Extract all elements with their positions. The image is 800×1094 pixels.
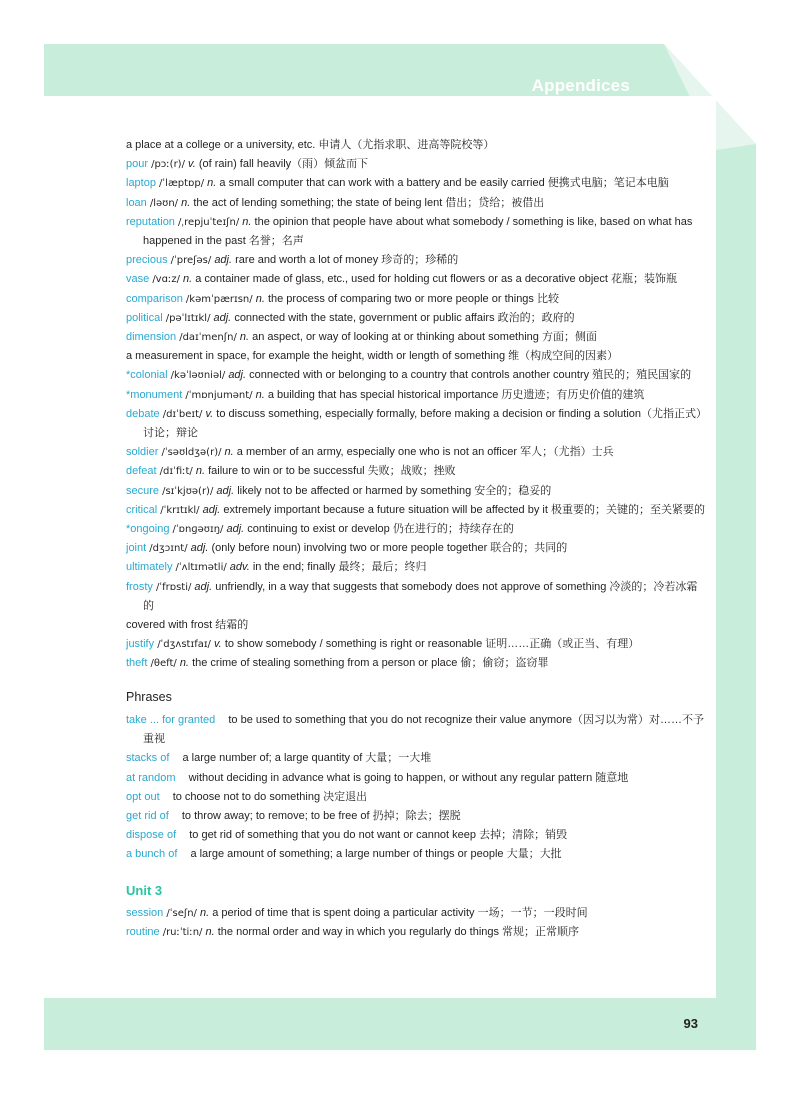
part-of-speech: v. [205, 407, 214, 420]
glossary-entry [126, 290, 706, 309]
glossary-entry [126, 635, 706, 654]
headword: frosty [126, 580, 153, 593]
headword: comparison [126, 292, 183, 305]
definition: (only before noun) involving two or more people together 联合的；共同的 [211, 542, 568, 555]
phrase-definition: to throw away; to remove; to be free of 扔掉；除去；摆脱 [181, 809, 461, 822]
part-of-speech: n. [179, 657, 189, 670]
unit-word-list [126, 904, 706, 942]
glossary-entry [126, 309, 706, 328]
part-of-speech: v. [214, 638, 222, 651]
glossary-entry [126, 654, 706, 673]
side-band [716, 150, 756, 1050]
definition: the process of comparing two or more people or things 比较 [267, 292, 559, 305]
pronunciation: /ˈdʒʌstɪfaɪ/ [157, 639, 211, 651]
part-of-speech: adj. [202, 503, 221, 516]
glossary-entry [126, 136, 706, 155]
headword: session [126, 906, 164, 919]
phrase: at random [126, 771, 176, 784]
glossary-entry [126, 155, 706, 174]
glossary-entry [126, 405, 706, 443]
glossary-content [126, 136, 706, 942]
definition: extremely important because a future situation will be affected by it 极重要的；关键的；至关紧要的 [223, 503, 705, 516]
definition: in the end; finally 最终；最后；终归 [252, 561, 427, 574]
phrase-entry [126, 845, 706, 864]
phrase-entry [126, 711, 706, 749]
headword: *ongoing [126, 523, 170, 536]
pronunciation: /daɪˈmenʃn/ [179, 332, 237, 344]
glossary-entry [126, 904, 706, 923]
pronunciation: /pɔː(r)/ [151, 159, 185, 171]
part-of-speech: adj. [194, 580, 213, 593]
part-of-speech: v. [188, 158, 196, 171]
pronunciation: /ˈkrɪtɪkl/ [160, 504, 200, 516]
definition: continuing to exist or develop 仍在进行的；持续存在的 [247, 523, 514, 536]
glossary-entry [126, 366, 706, 385]
glossary-entry [126, 443, 706, 462]
headword: pour [126, 158, 149, 171]
headword: ultimately [126, 561, 173, 574]
glossary-entry [126, 194, 706, 213]
phrase: take ... for granted [126, 713, 216, 726]
definition: rare and worth a lot of money 珍奇的；珍稀的 [235, 254, 459, 267]
phrase-entry [126, 826, 706, 845]
glossary-entry [126, 578, 706, 636]
pronunciation: /kəˈləʊniəl/ [170, 370, 226, 382]
definition: failure to win or to be successful 失败；战败；挫败 [208, 465, 456, 478]
pronunciation: /dɪˈfiːt/ [159, 466, 193, 478]
definition: a small computer that can work with a battery and be easily carried 便携式电脑；笔记本电脑 [219, 177, 669, 190]
part-of-speech: adj. [213, 311, 232, 324]
phrase-entry [126, 749, 706, 768]
phrases-heading: Phrases [126, 689, 172, 704]
headword: dimension [126, 331, 177, 344]
word-list [126, 136, 706, 674]
glossary-entry [126, 270, 706, 289]
definition: a building that has special historical importance 历史遗迹；有历史价值的建筑 [267, 388, 645, 401]
pronunciation: /ˈʌltɪmətli/ [175, 562, 227, 574]
phrase-entry [126, 807, 706, 826]
part-of-speech: n. [205, 925, 215, 938]
definition: (of rain) fall heavily（雨）倾盆而下 [198, 158, 369, 171]
page-number: 93 [683, 1016, 698, 1031]
glossary-entry [126, 501, 706, 520]
headword: routine [126, 925, 160, 938]
pronunciation: /ˈmɒnjumənt/ [185, 389, 253, 401]
part-of-speech: adj. [216, 484, 235, 497]
pronunciation: /ˈpreʃəs/ [170, 255, 212, 267]
part-of-speech: adv. [229, 561, 250, 574]
glossary-entry [126, 386, 706, 405]
definition: an aspect, or way of looking at or thinking about something 方面；侧面 [252, 331, 597, 344]
pronunciation: /ˈseʃn/ [166, 907, 197, 919]
pronunciation: /ˌrepjuˈteɪʃn/ [178, 216, 240, 228]
glossary-entry [126, 482, 706, 501]
part-of-speech: n. [183, 273, 193, 286]
definition: a place at a college or a university, etc. 申请人（尤指求职、进高等院校等） [126, 139, 495, 151]
pronunciation: /dɪˈbeɪt/ [162, 408, 203, 420]
definition: a container made of glass, etc., used for holding cut flowers or as a decorative object 花瓶；装饰瓶 [195, 273, 678, 286]
glossary-entry [126, 328, 706, 366]
definition: to discuss something, especially formally, before making a decision or finding a solution（尤指正式）讨论；辩论 [143, 407, 702, 440]
glossary-entry [126, 462, 706, 481]
pronunciation: /sɪˈkjʊə(r)/ [162, 485, 214, 497]
phrase: opt out [126, 790, 160, 803]
phrase-list [126, 711, 706, 865]
definition: unfriendly, in a way that suggests that somebody does not approve of something 冷淡的；冷若冰霜的 [143, 580, 698, 612]
phrase-definition: to be used to something that you do not recognize their value anymore（因习以为常）对……不予重视 [143, 713, 705, 746]
part-of-speech: n. [207, 177, 217, 190]
part-of-speech: n. [255, 292, 265, 305]
glossary-entry [126, 213, 706, 251]
pronunciation: /ruːˈtiːn/ [162, 926, 203, 938]
headword: soldier [126, 446, 159, 459]
definition: connected with or belonging to a country that controls another country 殖民的；殖民国家的 [249, 369, 692, 382]
phrase-definition: a large amount of something; a large number of things or people 大量；大批 [190, 848, 562, 861]
part-of-speech: n. [242, 215, 252, 228]
pronunciation: /kəmˈpærɪsn/ [185, 293, 253, 305]
headword: *colonial [126, 369, 168, 382]
pronunciation: /pəˈlɪtɪkl/ [165, 312, 211, 324]
phrase-definition: to choose not to do something 决定退出 [172, 790, 368, 803]
glossary-entry [126, 174, 706, 193]
headword: critical [126, 503, 158, 516]
headword: vase [126, 273, 150, 286]
phrase: get rid of [126, 809, 169, 822]
phrase-definition: to get rid of something that you do not want or cannot keep 去掉；清除；销毁 [189, 829, 568, 842]
headword: secure [126, 484, 160, 497]
pronunciation: /vɑːz/ [152, 274, 180, 286]
glossary-entry [126, 520, 706, 539]
headword: *monument [126, 388, 183, 401]
unit-heading: Unit 3 [126, 882, 163, 898]
phrase: dispose of [126, 829, 177, 842]
glossary-entry [126, 923, 706, 942]
part-of-speech: n. [199, 906, 210, 919]
headword: theft [126, 657, 148, 670]
definition: a measurement in space, for example the height, width or length of something 维（构成空间的因素） [126, 350, 619, 363]
part-of-speech: n. [181, 196, 191, 209]
phrase: stacks of [126, 752, 170, 765]
part-of-speech: adj. [190, 542, 209, 555]
headword: joint [126, 542, 147, 555]
phrase: a bunch of [126, 848, 178, 861]
headword: reputation [126, 215, 175, 228]
part-of-speech: adj. [228, 369, 247, 382]
part-of-speech: n. [224, 446, 234, 459]
part-of-speech: adj. [214, 254, 233, 267]
definition: to show somebody / something is right or reasonable 证明……正确（或正当、有理） [224, 638, 640, 651]
definition: connected with the state, government or public affairs 政治的；政府的 [234, 311, 575, 324]
headword: justify [126, 638, 155, 651]
pronunciation: /ˈsəʊldʒə(r)/ [161, 447, 222, 459]
phrase-definition: a large number of; a large quantity of 大量；一大堆 [182, 752, 432, 765]
part-of-speech: adj. [226, 523, 245, 536]
headword: defeat [126, 465, 157, 478]
headword: precious [126, 254, 168, 267]
definition: likely not to be affected or harmed by something 安全的；稳妥的 [237, 484, 552, 497]
pronunciation: /ləʊn/ [149, 197, 179, 209]
glossary-entry [126, 558, 706, 577]
part-of-speech: n. [195, 465, 206, 478]
part-of-speech: n. [239, 331, 250, 344]
headword: debate [126, 407, 160, 420]
definition: covered with frost 结霜的 [126, 619, 249, 632]
pronunciation: /ˈɒnɡəʊɪŋ/ [172, 524, 224, 536]
definition: the crime of stealing something from a person or place 偷；偷窃；盗窃罪 [192, 657, 549, 670]
pronunciation: /dʒɔɪnt/ [149, 543, 188, 555]
pronunciation: /θeft/ [150, 658, 177, 670]
definition: the act of lending something; the state of being lent 借出；贷给；被借出 [193, 196, 545, 209]
phrase-definition: without deciding in advance what is going to happen, or without any regular pattern 随意地 [188, 771, 629, 784]
phrase-entry [126, 788, 706, 807]
definition: a member of an army, especially one who is not an officer 军人；（尤指）士兵 [236, 446, 614, 459]
definition: the opinion that people have about what somebody / something is like, based on what has happened in the past 名誉；名声 [143, 215, 693, 248]
glossary-entry [126, 251, 706, 270]
pronunciation: /ˈfrɒsti/ [155, 581, 192, 593]
definition: the normal order and way in which you regularly do things 常规；正常顺序 [217, 925, 580, 938]
part-of-speech: n. [255, 388, 265, 401]
glossary-entry [126, 539, 706, 558]
footer-band [44, 998, 756, 1050]
section-title: Appendices [531, 76, 630, 95]
definition: a period of time that is spent doing a particular activity 一场；一节；一段时间 [212, 906, 588, 919]
pronunciation: /ˈlæptɒp/ [159, 178, 205, 190]
headword: laptop [126, 177, 156, 190]
headword: loan [126, 196, 147, 209]
phrase-entry [126, 769, 706, 788]
headword: political [126, 311, 163, 324]
